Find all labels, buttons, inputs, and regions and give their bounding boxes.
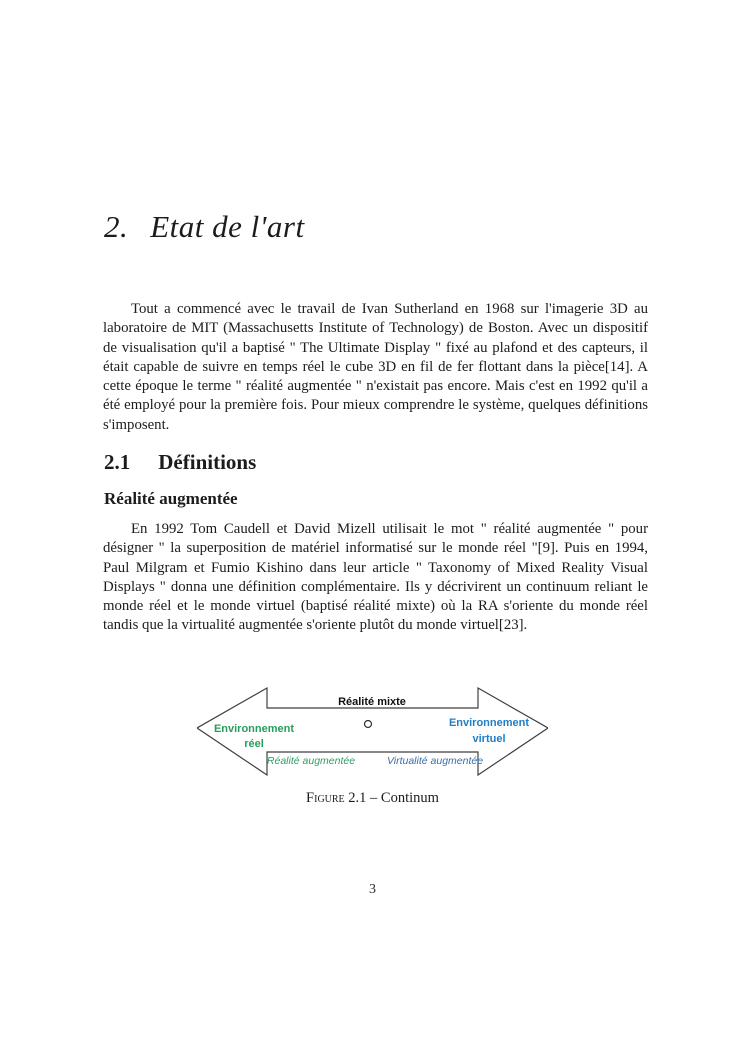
section-title-text: Définitions	[158, 450, 257, 474]
page-number: 3	[369, 882, 376, 897]
figure-caption-title: Continum	[380, 790, 439, 806]
section-number: 2.1	[104, 450, 131, 474]
virtual-environment-label-line2: virtuel	[472, 733, 506, 745]
chapter-title-text: Etat de l'art	[150, 209, 305, 244]
chapter-number: 2.	[104, 209, 129, 244]
augmented-virtuality-label: Virtualité augmentée	[386, 755, 484, 767]
continuum-diagram-svg	[197, 686, 548, 778]
figure-caption-separator: –	[370, 790, 378, 806]
virtual-environment-label-line1: Environnement	[448, 717, 530, 729]
real-environment-label-line1: Environnement	[213, 723, 295, 735]
mixed-reality-label: Réalité mixte	[338, 696, 406, 708]
real-environment-label-line2: réel	[244, 738, 264, 750]
figure-caption-label: Figure 2.1	[306, 790, 367, 806]
intro-paragraph: Tout a commencé avec le travail de Ivan Sutherland en 1968 sur l'imagerie 3D au laboratoire de MIT (Massachusetts Institute of Technology) de Boston. Avec un dispositif de visualisation qu'il a baptisé " The Ultimate Display " fixé au plafond et des capteurs, il était capable de suivre en temps réel le cube 3D en fil de fer flottant dans la pièce[14]. A cette époque le terme " réalité augmentée " n'existait pas encore. Mais c'est en 1992 qu'il a été employé pour la première fois. Pour mieux comprendre le système, quelques définitions s'imposent.	[103, 301, 648, 433]
continuum-diagram	[197, 686, 548, 778]
center-marker-circle	[365, 721, 372, 728]
augmented-reality-label: Réalité augmentée	[266, 755, 356, 767]
subsection-heading: Réalité augmentée	[104, 489, 238, 508]
figure-caption	[0, 789, 745, 807]
definition-paragraph: En 1992 Tom Caudell et David Mizell utilisait le mot " réalité augmentée " pour désigner " la superposition de matériel informatisé sur le monde réel "[9]. Puis en 1994, Paul Milgram et Fumio Kishino dans leur article " Taxonomy of Mixed Reality Visual Displays " donna une définition complémentaire. Ils y décrivirent un continuum reliant le monde réel et le monde virtuel (baptisé réalité mixte) où la RA s'oriente du monde réel tandis que la virtualité augmentée s'oriente plutôt du monde virtuel[23].	[103, 521, 648, 634]
chapter-heading	[104, 209, 305, 245]
section-heading	[104, 449, 256, 475]
